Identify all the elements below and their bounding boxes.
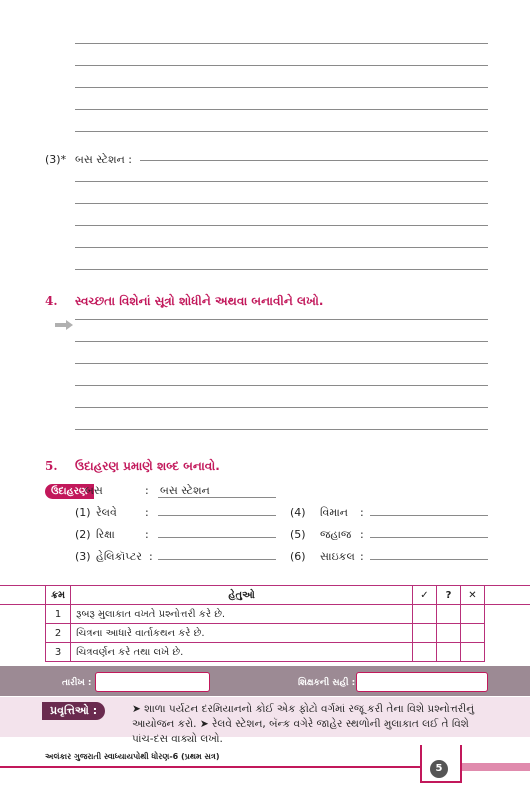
q4-question: સ્વચ્છતા વિશેનાં સૂત્રો શોધીને અથવા બનાવીને લખો. (75, 294, 324, 308)
answer-line[interactable] (75, 109, 488, 110)
q4-number: 4. (45, 294, 58, 308)
item-word: જહાજ (320, 528, 352, 541)
item-number: (6) (290, 550, 306, 563)
answer-line[interactable] (75, 429, 488, 430)
activity-tag: પ્રવૃત્તિઓ : (42, 702, 105, 720)
item-word: વિમાન (320, 506, 348, 519)
column-header: ક્રમ (46, 586, 71, 605)
example-tag: ઉદાહરણ (45, 484, 94, 499)
cross-cell[interactable] (461, 624, 485, 643)
answer-line[interactable] (370, 537, 488, 538)
cross-cell[interactable] (461, 605, 485, 624)
arrow-icon (55, 320, 73, 330)
answer-line[interactable] (75, 181, 488, 182)
row-number: 1 (46, 605, 71, 624)
item-number: (5) (290, 528, 306, 541)
q3-label: બસ સ્ટેશન : (75, 153, 132, 166)
row-number: 2 (46, 624, 71, 643)
answer-line[interactable] (75, 43, 488, 44)
table-row (46, 605, 485, 624)
row-text: ચિત્રવર્ણન કરે તથા લખે છે. (71, 643, 413, 662)
q5-question: ઉદાહરણ પ્રમાણે શબ્દ બનાવો. (75, 459, 220, 473)
answer-line[interactable] (75, 385, 488, 386)
answer-line[interactable] (75, 269, 488, 270)
column-header: ? (437, 586, 461, 605)
answer-line[interactable] (75, 131, 488, 132)
answer-line[interactable] (75, 203, 488, 204)
activity-line: આયોજન કરો. ➤ રેલવે સ્ટેશન, બૅન્ક વગેરે જાહેર સ્થળોની મુલાકાત લઈ તે વિશે (132, 718, 469, 730)
item-separator: : (360, 528, 364, 541)
check-cell[interactable] (413, 605, 437, 624)
item-word: રિક્ષા (96, 528, 115, 541)
item-number: (1) (75, 506, 91, 519)
evaluation-table (45, 585, 485, 662)
column-header: ✕ (461, 586, 485, 605)
answer-line[interactable] (158, 537, 276, 538)
check-cell[interactable] (413, 624, 437, 643)
answer-line[interactable] (75, 407, 488, 408)
check-cell[interactable] (413, 643, 437, 662)
teacher-sign-field[interactable] (356, 672, 488, 692)
answer-line[interactable] (75, 87, 488, 88)
answer-line[interactable] (158, 515, 276, 516)
item-number: (2) (75, 528, 91, 541)
answer-line[interactable] (370, 559, 488, 560)
answer-line[interactable] (140, 160, 488, 161)
question-cell[interactable] (437, 605, 461, 624)
q5-number: 5. (45, 459, 58, 473)
footer-strip (462, 763, 530, 771)
answer-line[interactable] (75, 225, 488, 226)
column-header: ✓ (413, 586, 437, 605)
item-separator: : (360, 550, 364, 563)
answer-line[interactable] (75, 363, 488, 364)
q3-number: (3)* (45, 153, 67, 166)
row-text: ચિત્રના આધારે વાર્તાકથન કરે છે. (71, 624, 413, 643)
answer-line[interactable] (370, 515, 488, 516)
cross-cell[interactable] (461, 643, 485, 662)
item-word: સાઇકલ (320, 550, 355, 563)
row-number: 3 (46, 643, 71, 662)
answer-line[interactable] (75, 65, 488, 66)
footer-book-title: અલંકાર ગુજરાતી સ્વાધ્યાયપોથી ધોરણ-6 (પ્રથમ સત્ર) (45, 752, 220, 761)
activity-line: ➤ શાળા પર્યટન દરમિયાનનો કોઈ એક ફોટો વર્ગમાં રજૂ કરી તેના વિશે પ્રશ્નોત્તરીનું (132, 703, 475, 715)
table-row (46, 624, 485, 643)
example-word: બસ (85, 484, 103, 497)
answer-line[interactable] (75, 341, 488, 342)
question-cell[interactable] (437, 624, 461, 643)
example-answer: બસ સ્ટેશન (160, 484, 210, 497)
footer-rule (0, 766, 420, 768)
item-separator: : (145, 528, 149, 541)
date-label: તારીખ : (62, 678, 92, 688)
item-separator: : (145, 506, 149, 519)
item-separator: : (360, 506, 364, 519)
table-row (46, 643, 485, 662)
teacher-sign-label: શિક્ષકની સહી : (298, 678, 356, 688)
answer-line[interactable] (158, 559, 276, 560)
example-separator: : (145, 484, 149, 497)
date-field[interactable] (95, 672, 210, 692)
table-header-row (46, 586, 485, 605)
page-number: 5 (430, 760, 448, 778)
item-number: (4) (290, 506, 306, 519)
question-cell[interactable] (437, 643, 461, 662)
activity-line: પાંચ-દસ વાક્યો લખો. (132, 733, 223, 745)
row-text: રૂબરૂ મુલાકાત વખતે પ્રશ્નોત્તરી કરે છે. (71, 605, 413, 624)
column-header: હેતુઓ (71, 586, 413, 605)
item-word: હેલિકૉપ્ટર (96, 550, 142, 563)
item-word: રેલવે (96, 506, 117, 519)
item-separator: : (149, 550, 153, 563)
answer-line[interactable] (75, 319, 488, 320)
example-line (158, 497, 276, 498)
answer-line[interactable] (75, 247, 488, 248)
item-number: (3) (75, 550, 91, 563)
